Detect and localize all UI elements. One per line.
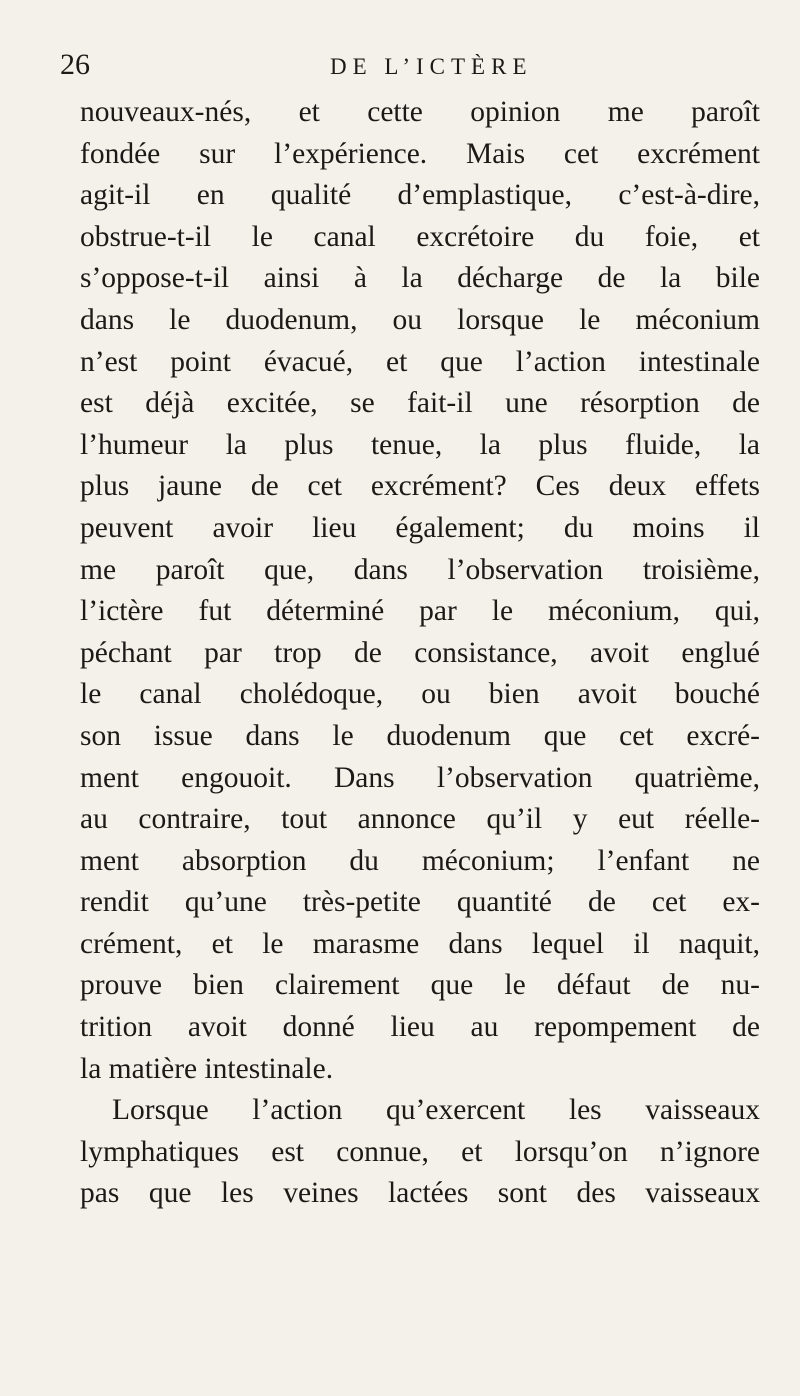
text-line: s’oppose-t-il ainsi à la décharge de la bile [80, 262, 760, 295]
running-title: DE L’ICTÈRE [330, 54, 533, 79]
text-line: plus jaune de cet excrément? Ces deux effets [80, 470, 760, 503]
text-line: fondée sur l’expérience. Mais cet excrément [80, 137, 760, 170]
text-line: est déjà excitée, se fait-il une résorption de [80, 387, 760, 420]
text-line: ment absorption du méconium; l’enfant ne [80, 844, 760, 877]
text-line: obstrue-t-il le canal excrétoire du foie, et [80, 220, 760, 253]
paragraph-1 [80, 92, 760, 1090]
text-line: Lorsque l’action qu’exercent les vaisseaux [112, 1094, 760, 1127]
text-line: agit-il en qualité d’emplastique, c’est-à-dire, [80, 179, 760, 212]
text-line: crément, et le marasme dans lequel il naquit, [80, 927, 760, 960]
text-line: péchant par trop de consistance, avoit englué [80, 636, 760, 669]
text-line: ment engouoit. Dans l’observation quatrième, [80, 761, 760, 794]
text-line: son issue dans le duodenum que cet excré- [80, 719, 760, 752]
text-line: lymphatiques est connue, et lorsqu’on n’ignore [80, 1135, 760, 1168]
paragraph-2 [80, 1090, 760, 1215]
text-line: au contraire, tout annonce qu’il y eut réelle- [80, 803, 760, 836]
page-number: 26 [60, 48, 90, 81]
text-line: trition avoit donné lieu au repompement de [80, 1011, 760, 1044]
text-line: l’ictère fut déterminé par le méconium, qui, [80, 595, 760, 628]
running-head [60, 44, 760, 92]
text-line: n’est point évacué, et que l’action intestinale [80, 345, 760, 378]
text-line: la matière intestinale. [80, 1052, 334, 1085]
text-line: me paroît que, dans l’observation troisième, [80, 553, 760, 586]
text-line: nouveaux-nés, et cette opinion me paroît [80, 96, 760, 128]
text-line: pas que les veines lactées sont des vaisseaux [80, 1177, 760, 1210]
body-text [80, 92, 760, 1215]
text-line: rendit qu’une très-petite quantité de cet ex- [80, 886, 760, 919]
text-line: prouve bien clairement que le défaut de nu- [80, 969, 760, 1002]
text-line: peuvent avoir lieu également; du moins il [80, 511, 760, 544]
text-line: dans le duodenum, ou lorsque le méconium [80, 303, 760, 336]
text-line: le canal cholédoque, ou bien avoit bouché [80, 678, 760, 711]
text-line: l’humeur la plus tenue, la plus fluide, la [80, 428, 760, 461]
